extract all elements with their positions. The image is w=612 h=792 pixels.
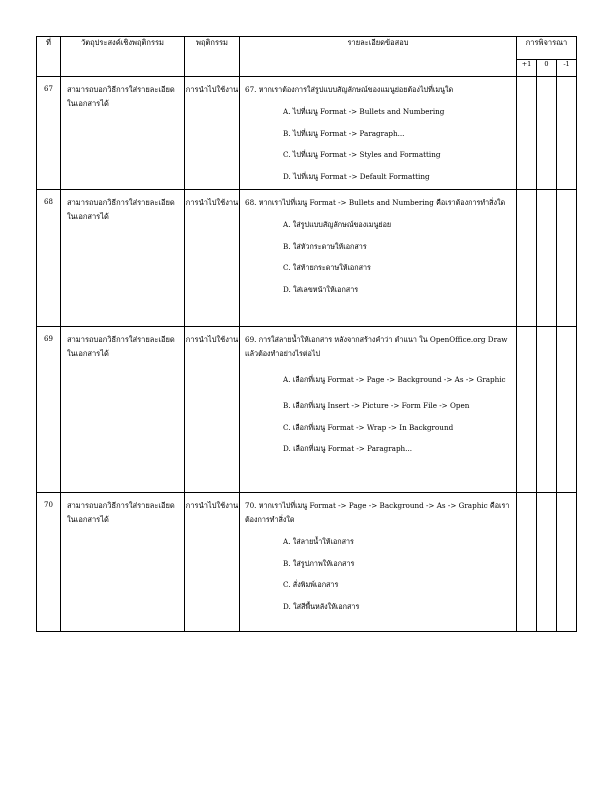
row-behavior: การนำไปใช้งาน xyxy=(185,493,240,632)
option-c: C. สั่งพิมพ์เอกสาร xyxy=(283,580,339,589)
header-consideration: การพิจารณา xyxy=(517,37,577,60)
row-question-cell xyxy=(240,190,517,327)
row-behavior: การนำไปใช้งาน xyxy=(185,190,240,327)
score-cell-0 xyxy=(537,77,557,190)
option-c: C. ใส่ท้ายกระดาษให้เอกสาร xyxy=(283,263,371,272)
score-cell-plus1 xyxy=(517,77,537,190)
row-objective: สามารถบอกวิธีการใส่รายละเอียดในเอกสารได้ xyxy=(61,493,185,632)
row-question-cell xyxy=(240,327,517,493)
row-number: 69 xyxy=(37,327,61,493)
row-number: 70 xyxy=(37,493,61,632)
question-text: 67. หากเราต้องการใส่รูปแบบสัญลักษณ์ของแมนูย่อยต้องไปที่เมนูใด xyxy=(245,85,454,94)
option-b: B. ใส่รูปภาพให้เอกสาร xyxy=(283,558,355,568)
score-cell-minus1 xyxy=(557,190,577,327)
row-objective: สามารถบอกวิธีการใส่รายละเอียดในเอกสารได้ xyxy=(61,327,185,493)
row-behavior: การนำไปใช้งาน xyxy=(185,327,240,493)
option-d: D. ใส่เลขหน้าให้เอกสาร xyxy=(283,284,359,294)
score-cell-plus1 xyxy=(517,190,537,327)
score-cell-0 xyxy=(537,493,557,632)
option-b: B. ใส่หัวกระดาษให้เอกสาร xyxy=(283,241,367,251)
row-number: 68 xyxy=(37,190,61,327)
header-behavior: พฤติกรรม xyxy=(185,37,240,77)
score-cell-plus1 xyxy=(517,493,537,632)
option-d: D. เลือกที่เมนู Format -> Paragraph... xyxy=(283,444,413,453)
table-row xyxy=(37,77,577,190)
header-objective: วัตถุประสงค์เชิงพฤติกรรม xyxy=(61,37,185,77)
row-question-cell xyxy=(240,493,517,632)
header-score-plus1: +1 xyxy=(517,60,537,77)
option-a: A. ใส่รูปแบบสัญลักษณ์ของเมนูย่อย xyxy=(283,220,392,229)
option-a: A. ไปที่เมนู Format -> Bullets and Numbering xyxy=(283,107,445,116)
row-objective: สามารถบอกวิธีการใส่รายละเอียดในเอกสารได้ xyxy=(61,190,185,327)
score-cell-minus1 xyxy=(557,77,577,190)
option-b: B. ไปที่เมนู Format -> Paragraph... xyxy=(283,128,405,138)
option-c: C. ไปที่เมนู Format -> Styles and Formatting xyxy=(283,150,441,159)
row-number: 67 xyxy=(37,77,61,190)
option-d: D. ไปที่เมนู Format -> Default Formatting xyxy=(283,171,430,181)
option-b: B. เลือกที่เมนู Insert -> Picture -> Form File -> Open xyxy=(283,401,470,410)
score-cell-0 xyxy=(537,190,557,327)
question-text: 70. หากเราไปที่เมนู Format -> Page -> Background -> As -> Graphic คือเราต้องการทำสิ่งใด xyxy=(245,501,510,524)
header-details: รายละเอียดข้อสอบ xyxy=(240,37,517,77)
header-score-minus1: -1 xyxy=(557,60,577,77)
row-question-cell xyxy=(240,77,517,190)
header-no: ที่ xyxy=(37,37,61,77)
header-score-0: 0 xyxy=(537,60,557,77)
exam-table xyxy=(36,36,577,632)
table-row xyxy=(37,493,577,632)
score-cell-minus1 xyxy=(557,327,577,493)
score-cell-plus1 xyxy=(517,327,537,493)
row-objective: สามารถบอกวิธีการใส่รายละเอียดในเอกสารได้ xyxy=(61,77,185,190)
table-row xyxy=(37,327,577,493)
question-text: 69. การใส่ลายน้ำให้เอกสาร หลังจากสร้างคำว่า ตำแนา ใน OpenOffice.org Draw แล้วต้องทำอย่างไรต่อไป xyxy=(245,335,510,358)
row-behavior: การนำไปใช้งาน xyxy=(185,77,240,190)
score-cell-minus1 xyxy=(557,493,577,632)
option-a: A. เลือกที่เมนู Format -> Page -> Background -> As -> Graphic xyxy=(283,375,506,384)
option-d: D. ใส่สีพื้นหลังให้เอกสาร xyxy=(283,601,360,611)
question-text: 68. หากเราไปที่เมนู Format -> Bullets and Numbering คือเราต้องการทำสิ่งใด xyxy=(245,198,506,207)
option-a: A. ใส่ลายน้ำให้เอกสาร xyxy=(283,537,354,546)
option-c: C. เลือกที่เมนู Format -> Wrap -> In Background xyxy=(283,422,454,432)
table-row xyxy=(37,190,577,327)
score-cell-0 xyxy=(537,327,557,493)
